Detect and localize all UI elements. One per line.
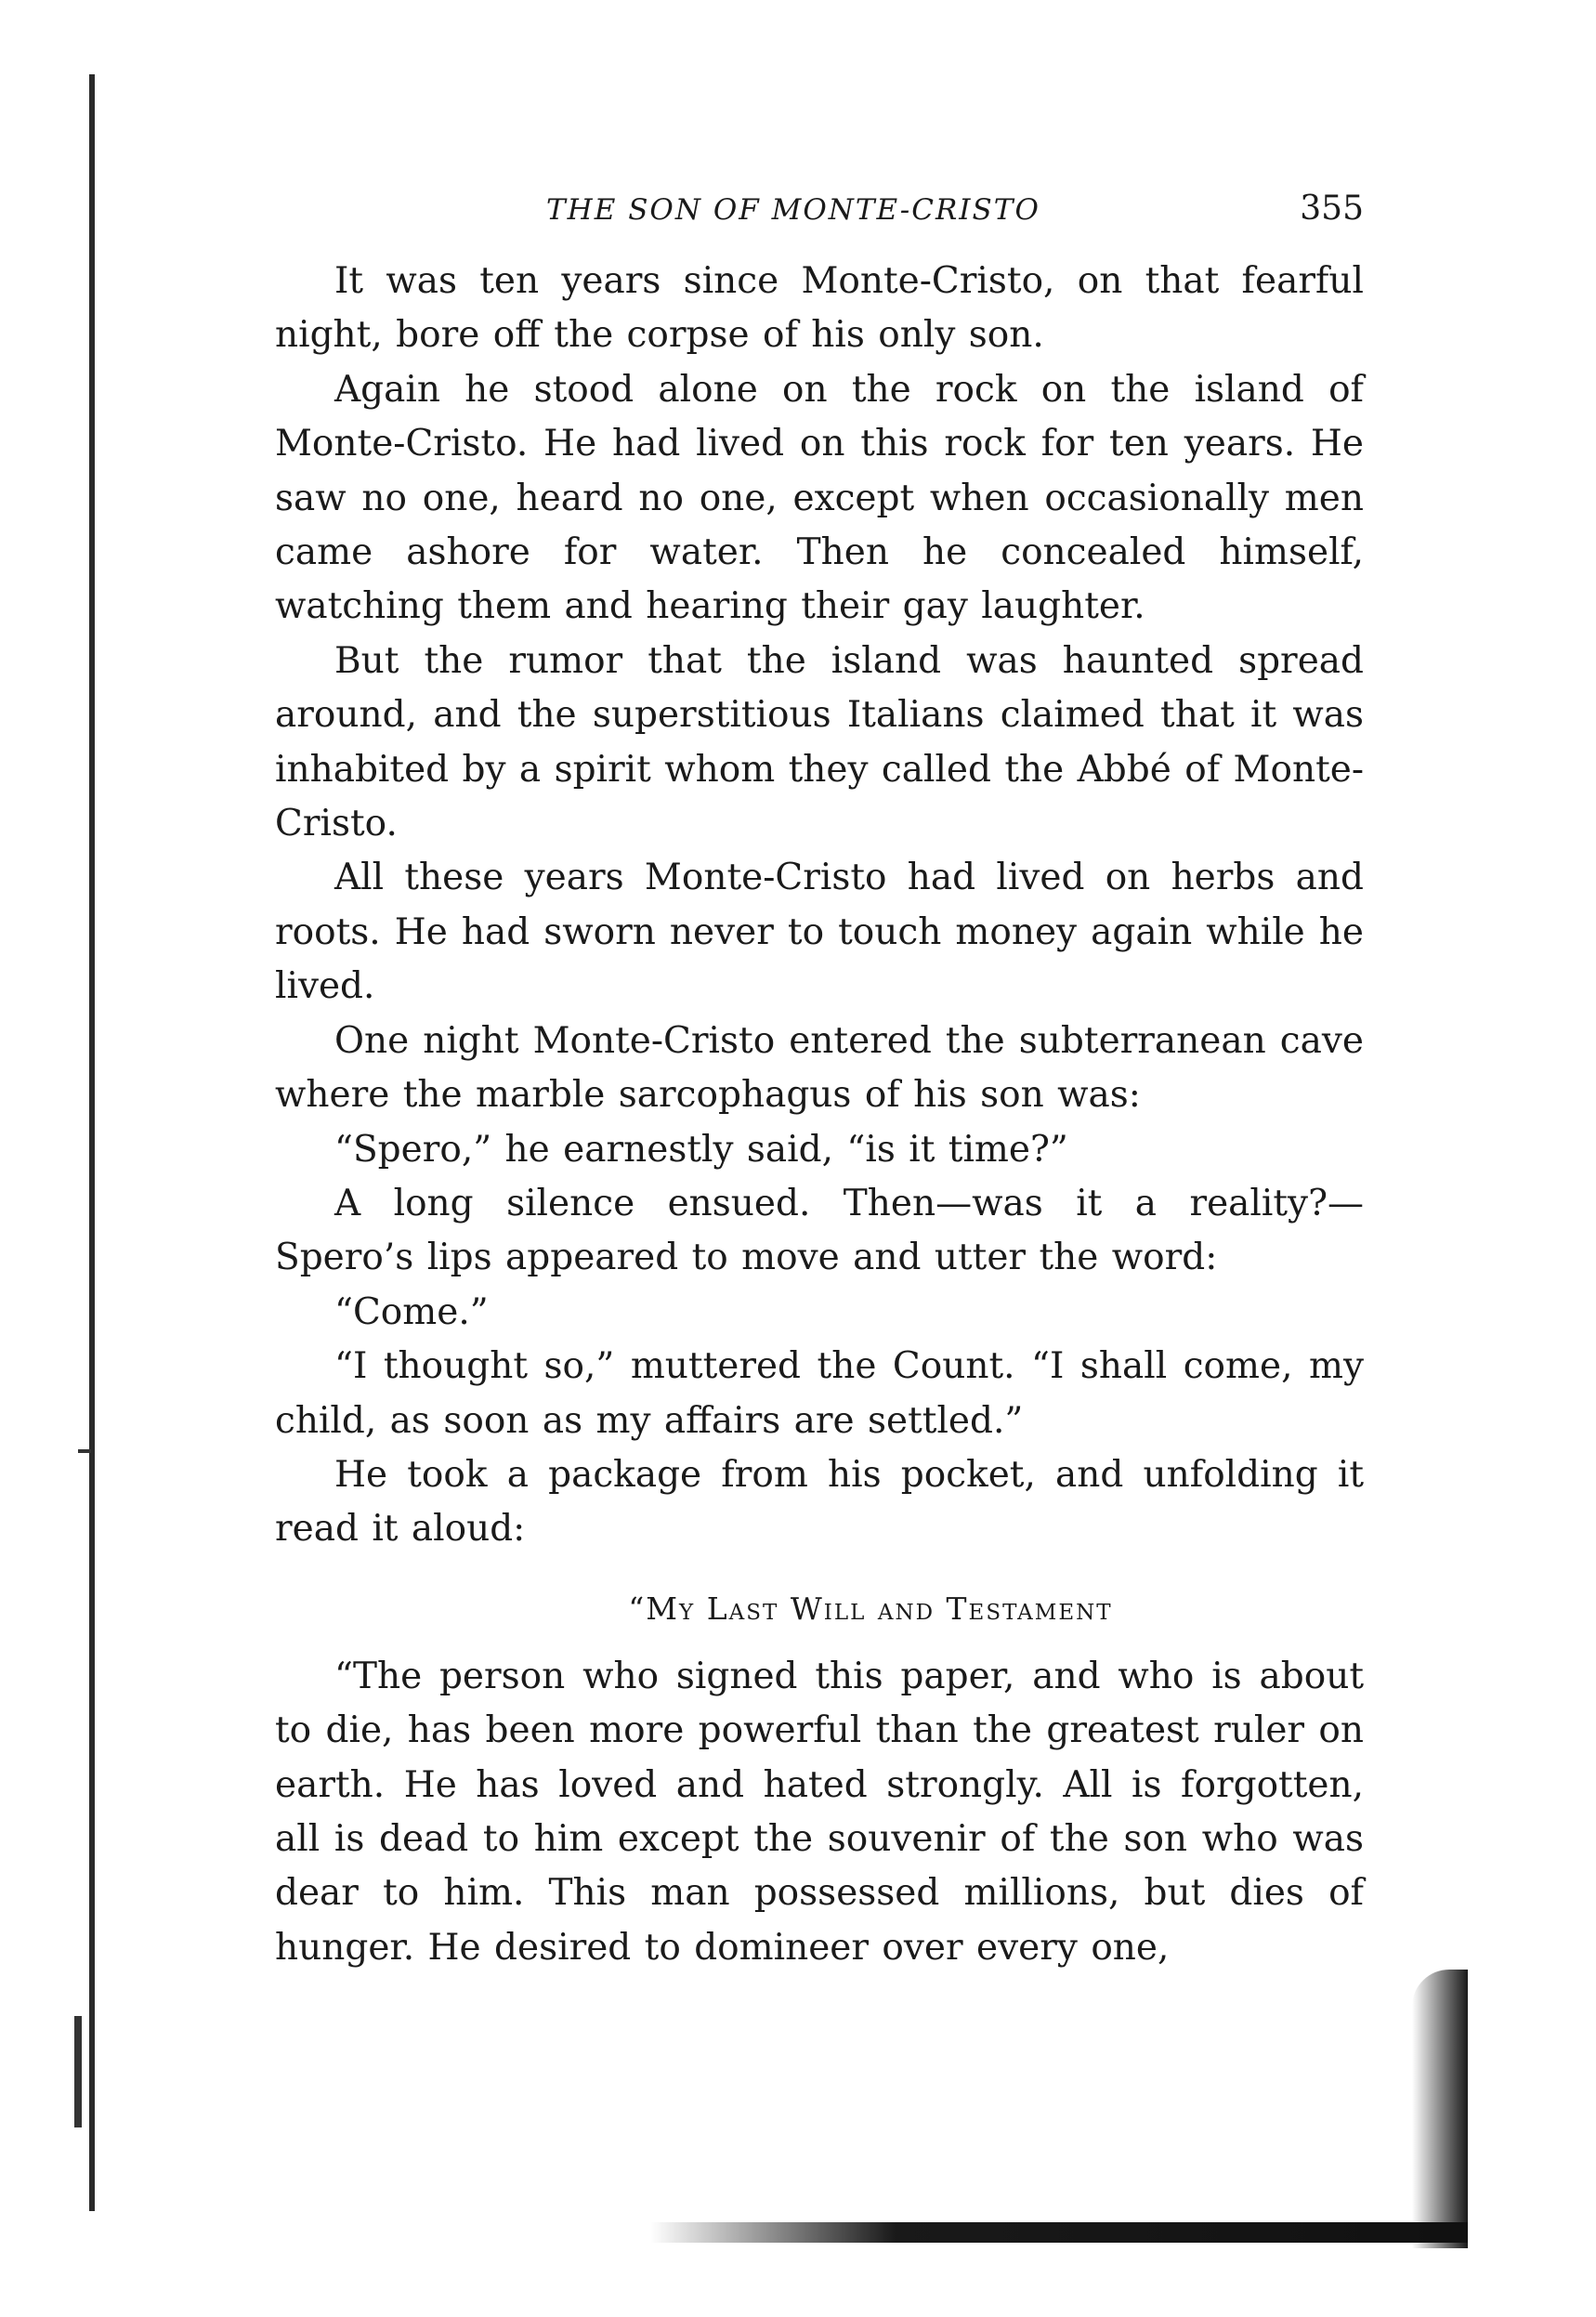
book-page — [275, 190, 1364, 1975]
paragraph: It was ten years since Monte-Cristo, on that fearful night, bore off the corpse of his only son. — [275, 260, 1364, 357]
page-bottom-shadow — [650, 2222, 1468, 2243]
page-number: 355 — [1300, 190, 1364, 228]
page-corner-shadow — [1412, 1970, 1468, 2248]
will-paragraph: “The person who signed this paper, and who is about to die, has been more powerful than the greatest ruler on earth. He has loved and hated strongly. All is forgotten, all is dead to him except the souvenir of the son who was dear to him. This man possessed millions, but dies of hunger. He desired to domineer over every one, — [275, 1655, 1364, 1969]
page-binding-edge — [89, 74, 95, 2211]
will-heading: “My Last Will and Testament — [628, 1590, 1113, 1627]
paragraph: One night Monte-Cristo entered the subterranean cave where the marble sarcophagus of his son was: — [275, 1019, 1364, 1117]
binding-mark — [78, 1449, 91, 1453]
running-title: THE SON OF MONTE-CRISTO — [546, 193, 1040, 227]
paragraph: “I thought so,” muttered the Count. “I shall come, my child, as soon as my affairs are settled.” — [275, 1345, 1364, 1442]
paragraph: “Spero,” he earnestly said, “is it time?” — [334, 1128, 1068, 1171]
paragraph: A long silence ensued. Then—was it a reality?—Spero’s lips appeared to move and utter the word: — [275, 1182, 1364, 1279]
paragraph: All these years Monte-Cristo had lived on herbs and roots. He had sworn never to touch money again while he lived. — [275, 857, 1364, 1008]
running-head — [275, 190, 1364, 245]
paragraph: He took a package from his pocket, and unfolding it read it aloud: — [275, 1453, 1364, 1551]
paragraph: But the rumor that the island was haunted spread around, and the superstitious Italians claimed that it was inhabited by a spirit whom they called the Abbé of Monte-Cristo. — [275, 639, 1364, 845]
binding-mark — [74, 2016, 82, 2127]
paragraph: “Come.” — [334, 1290, 489, 1333]
paragraph: Again he stood alone on the rock on the island of Monte-Cristo. He had lived on this rock for ten years. He saw no one, heard no one, except when occasionally men came ashore for water. Then he concealed himself, watching them and hearing their gay laughter. — [275, 368, 1364, 628]
